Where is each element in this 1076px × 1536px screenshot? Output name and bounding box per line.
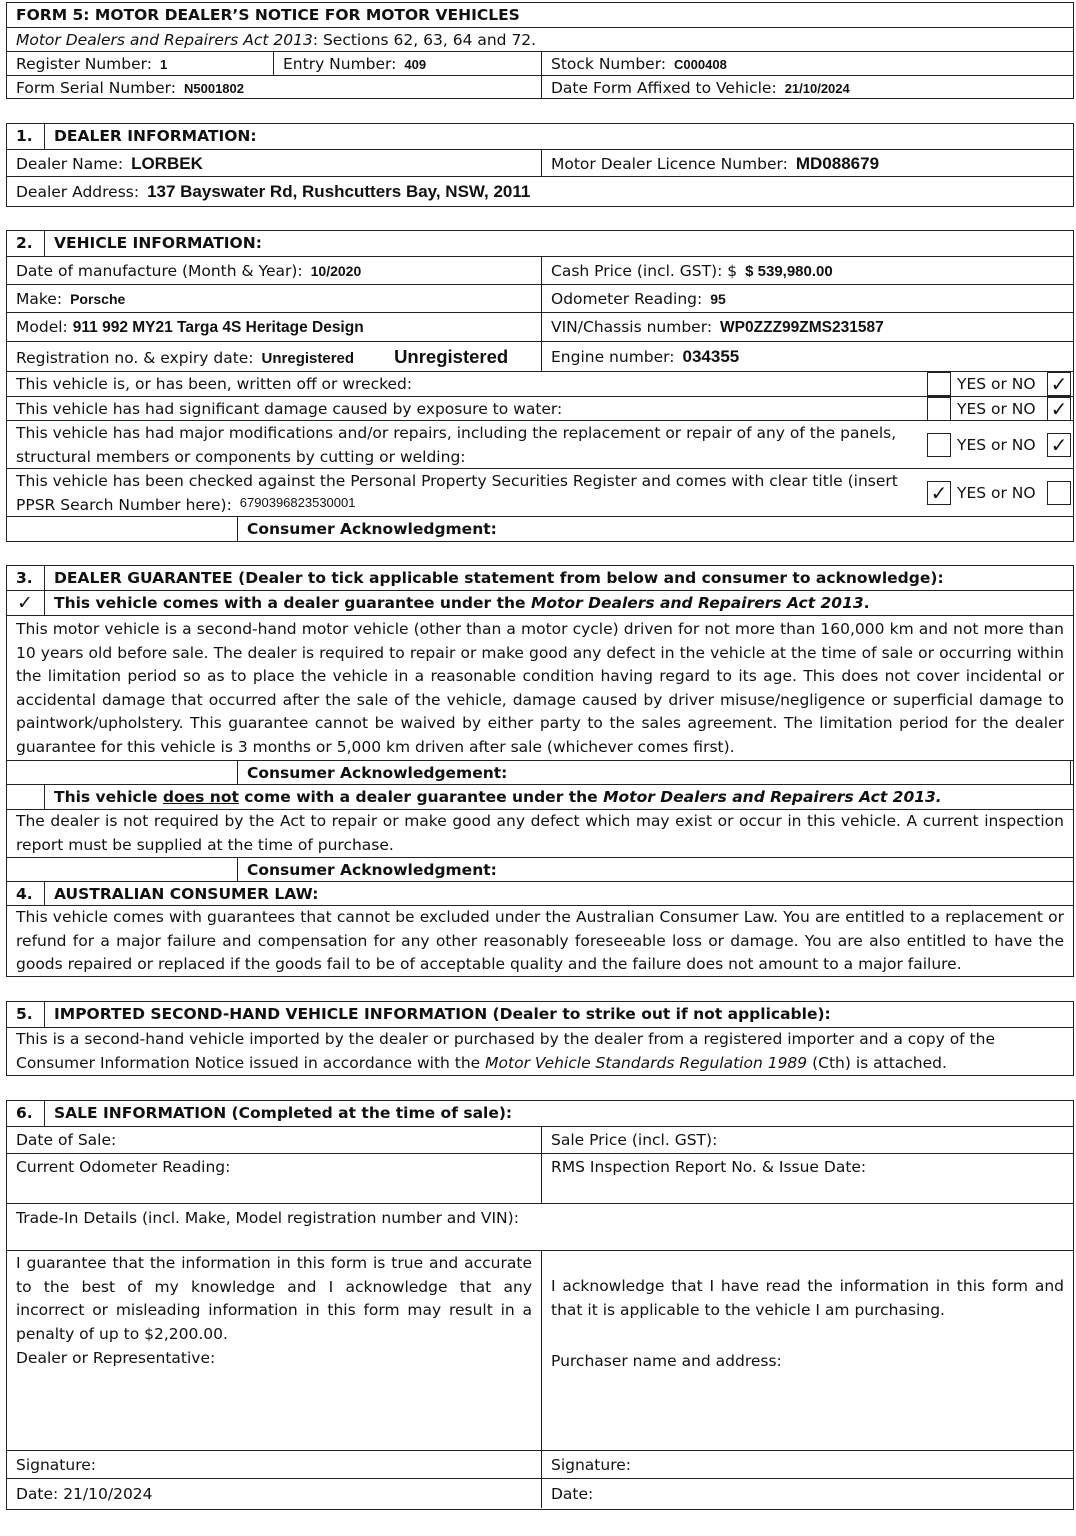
vehicle-heading-row <box>7 231 1073 256</box>
entry-number-label: Entry Number: <box>283 55 397 73</box>
section-imported-vehicle <box>6 1001 1074 1076</box>
dealer-licence-value: MD088679 <box>795 154 880 173</box>
ppsr-question-line-1: This vehicle has been checked against the Personal Property Securities Register and comes with clear title (insert <box>16 472 898 490</box>
vin-value: WP0ZZZ99ZMS231587 <box>720 319 884 336</box>
ppsr-row <box>7 468 1073 516</box>
guarantee-option-2-middle: come with a dealer guarantee under the <box>238 788 604 806</box>
section-number: 6. <box>7 1101 45 1126</box>
yes-or-no-label: YES or NO <box>957 436 1036 454</box>
dealer-name-label: Dealer Name: <box>16 155 124 173</box>
form-title-row <box>7 3 1073 27</box>
guarantee-option-1-label <box>45 591 870 615</box>
purchaser-date-field[interactable]: Date: <box>541 1479 1073 1508</box>
dealer-representative-field[interactable]: Dealer or Representative: <box>16 1349 216 1367</box>
guarantee-ack-1-row <box>7 760 1073 784</box>
ppsr-question <box>7 469 922 516</box>
make-value: Porsche <box>70 291 126 307</box>
sale-odometer-row <box>7 1153 1073 1203</box>
vehicle-ack-row <box>7 516 1073 541</box>
imported-heading-row <box>7 1002 1073 1027</box>
form-serial-label: Form Serial Number: <box>16 79 176 97</box>
section-vehicle-information <box>6 230 1074 542</box>
imported-text <box>16 1028 1064 1075</box>
dealer-date-field[interactable]: Date: 21/10/2024 <box>16 1485 153 1503</box>
registration-field[interactable] <box>7 342 541 371</box>
written-off-yes-checkbox[interactable] <box>927 372 951 396</box>
odometer-label: Odometer Reading: <box>551 290 703 308</box>
date-affixed-field[interactable] <box>541 76 1073 99</box>
odometer-field[interactable] <box>541 285 1073 312</box>
imported-text-row <box>7 1027 1073 1075</box>
guarantee-option-2-text-row <box>7 809 1073 857</box>
make-row <box>7 284 1073 312</box>
date-affixed-value: 21/10/2024 <box>784 81 850 96</box>
written-off-question: This vehicle is, or has been, written off or wrecked: <box>16 375 413 393</box>
rms-inspection-field[interactable]: RMS Inspection Report No. & Issue Date: <box>541 1154 1073 1203</box>
cash-price-label: Cash Price (incl. GST): $ <box>551 262 738 280</box>
purchaser-name-address-field[interactable]: Purchaser name and address: <box>551 1352 782 1370</box>
section-sale-information <box>6 1100 1074 1510</box>
guarantee-option-1-text: This motor vehicle is a second-hand motor vehicle (other than a motor cycle) driven for not more than 160,000 km and not more than 10 years old before sale. The dealer is required to repair or make good any defect in the vehicle at the time of sale or occurring within the limitation period so as to place the vehicle in a reasonable condition having regard to its age. This does not cover incidental or accidental damage that occurred after the sale of the vehicle, damage caused by driver misuse/negligence or superficial damage to paintwork/upholstery. This guarantee cannot be waived by either party to the sales agreement. The limitation period for the dealer guarantee for this vehicle is 3 months or 5,000 km driven after sale (whichever comes first). <box>16 620 1064 756</box>
registration-row <box>7 341 1073 371</box>
guarantee-option-2-underline: does not <box>162 788 239 806</box>
section-heading: VEHICLE INFORMATION: <box>54 234 262 252</box>
model-value: 911 992 MY21 Targa 4S Heritage Design <box>72 319 364 336</box>
guarantee-option-2-checkbox[interactable] <box>7 785 45 809</box>
section-heading: DEALER INFORMATION: <box>54 127 257 145</box>
dealer-name-row <box>7 149 1073 176</box>
model-row <box>7 312 1073 341</box>
modifications-yes-checkbox[interactable] <box>927 433 951 457</box>
ppsr-yes-checkbox[interactable]: ✓ <box>927 481 951 505</box>
modifications-question-line-1: This vehicle has had major modifications and/or repairs, including the replacement or repair of any of the panels, <box>16 424 897 442</box>
water-damage-question: This vehicle has had significant damage caused by exposure to water: <box>16 400 563 418</box>
section-heading: IMPORTED SECOND-HAND VEHICLE INFORMATION (Dealer to strike out if not applicable): <box>54 1005 831 1023</box>
stock-number-value: C000408 <box>674 57 727 72</box>
guarantee-option-2-label <box>45 785 942 809</box>
imported-text-part-1: This is a second-hand vehicle imported by the dealer or purchased by the dealer from a registered importer and a copy of the Consumer Information Notice issued in accordance with the <box>16 1030 995 1072</box>
acl-text-row <box>7 905 1073 976</box>
acl-heading-row <box>7 881 1073 905</box>
section-dealer-guarantee <box>6 565 1074 977</box>
make-label: Make: <box>16 290 63 308</box>
dealer-name-field[interactable] <box>7 150 541 176</box>
section-number: 1. <box>7 124 45 149</box>
odometer-value: 95 <box>710 291 726 307</box>
guarantee-option-2-prefix: This vehicle <box>54 788 163 806</box>
water-damage-no-checkbox[interactable]: ✓ <box>1047 397 1071 421</box>
register-number-value: 1 <box>159 57 168 72</box>
section-heading: AUSTRALIAN CONSUMER LAW: <box>54 885 319 903</box>
guarantee-heading-row <box>7 566 1073 590</box>
modifications-row <box>7 420 1073 468</box>
act-sections: : Sections 62, 63, 64 and 72. <box>312 31 537 49</box>
date-affixed-label: Date Form Affixed to Vehicle: <box>551 79 777 97</box>
cash-price-field[interactable] <box>541 257 1073 284</box>
registration-value: Unregistered <box>261 350 355 367</box>
consumer-acknowledgment-field[interactable]: Consumer Acknowledgment: <box>237 858 1073 881</box>
vin-label: VIN/Chassis number: <box>551 318 713 336</box>
guarantee-option-1-row <box>7 590 1073 615</box>
trade-in-row <box>7 1203 1073 1250</box>
water-damage-yes-checkbox[interactable] <box>927 397 951 421</box>
manufacture-date-field[interactable] <box>7 257 541 284</box>
act-reference <box>7 28 1073 51</box>
section-heading: SALE INFORMATION (Completed at the time of sale): <box>54 1104 513 1122</box>
purchaser-statement: I acknowledge that I have read the information in this form and that it is applicable to the vehicle I am purchasing. <box>551 1277 1064 1319</box>
entry-number-field[interactable] <box>273 52 541 75</box>
signature-row <box>7 1450 1073 1478</box>
act-name: Motor Dealers and Repairers Act 2013 <box>16 31 313 49</box>
stock-number-label: Stock Number: <box>551 55 667 73</box>
modifications-question <box>7 421 922 468</box>
section-dealer-information <box>6 123 1074 207</box>
guarantee-option-1-prefix: This vehicle comes with a dealer guarantee under the <box>54 594 531 612</box>
guarantee-option-2-row <box>7 784 1073 809</box>
dealer-signature-field[interactable]: Signature: <box>16 1456 96 1474</box>
engine-number-value: 034355 <box>682 347 740 366</box>
water-damage-row <box>7 396 1073 420</box>
purchaser-declaration <box>541 1251 1073 1450</box>
cash-price-value: $ 539,980.00 <box>745 263 833 280</box>
section-number: 5. <box>7 1002 45 1027</box>
yes-or-no-label: YES or NO <box>957 484 1036 502</box>
entry-number-value: 409 <box>404 57 427 72</box>
section-number: 3. <box>7 566 45 590</box>
sale-heading-row <box>7 1101 1073 1126</box>
guarantee-option-2-act: Motor Dealers and Repairers Act 2013. <box>603 788 942 806</box>
dealer-name-value: LORBEK <box>131 154 203 173</box>
guarantee-ack-2-row <box>7 857 1073 881</box>
dealer-statement: I guarantee that the information in this form is true and accurate to the best of my knowledge and I acknowledge that any incorrect or misleading information in this form may result in a penalty of up to $2,200.00. <box>16 1254 532 1343</box>
consumer-acknowledgment-field[interactable]: Consumer Acknowledgment: <box>237 517 1073 541</box>
current-odometer-field[interactable]: Current Odometer Reading: <box>16 1158 231 1176</box>
written-off-no-checkbox[interactable]: ✓ <box>1047 372 1071 396</box>
acl-text: This vehicle comes with guarantees that cannot be excluded under the Australian Consumer Law. You are entitled to a replacement or refund for a major failure and compensation for any other reasonably foreseeable loss or damage. You are also entitled to have the goods repaired or replaced if the goods fail to be of acceptable quality and the failure does not amount to a major failure. <box>16 908 1064 973</box>
dealer-address-label: Dealer Address: <box>16 183 140 201</box>
dealer-licence-label: Motor Dealer Licence Number: <box>551 155 788 173</box>
declarations-row <box>7 1250 1073 1450</box>
sale-date-row <box>7 1126 1073 1153</box>
make-field[interactable] <box>7 285 541 312</box>
dealer-address-value: 137 Bayswater Rd, Rushcutters Bay, NSW, 2011 <box>147 182 531 201</box>
dealer-address-row <box>7 176 1073 206</box>
yes-or-no-label: YES or NO <box>957 375 1036 393</box>
purchaser-signature-field[interactable]: Signature: <box>541 1451 1073 1478</box>
section-number: 4. <box>7 882 45 905</box>
vin-field[interactable] <box>541 313 1073 341</box>
registration-label: Registration no. & expiry date: <box>16 349 254 367</box>
engine-number-field[interactable] <box>541 342 1073 371</box>
trade-in-field[interactable]: Trade-In Details (incl. Make, Model registration number and VIN): <box>16 1209 519 1227</box>
register-number-label: Register Number: <box>16 55 152 73</box>
form-serial-value: N5001802 <box>183 81 244 96</box>
model-field[interactable] <box>7 313 541 341</box>
form-title: FORM 5: MOTOR DEALER’S NOTICE FOR MOTOR VEHICLES <box>16 6 520 24</box>
register-row <box>7 51 1073 75</box>
ppsr-question-line-2 <box>16 493 922 516</box>
dealer-licence-field[interactable] <box>541 150 1073 176</box>
guarantee-option-1-text-row <box>7 615 1073 760</box>
form-header <box>6 2 1074 99</box>
date-of-sale-field[interactable]: Date of Sale: <box>16 1131 117 1149</box>
guarantee-option-1-act: Motor Dealers and Repairers Act 2013 <box>530 594 864 612</box>
sale-price-field[interactable]: Sale Price (incl. GST): <box>541 1127 1073 1153</box>
dealer-address-field[interactable] <box>7 177 1073 206</box>
manufacture-date-value: 10/2020 <box>310 263 362 279</box>
serial-row <box>7 75 1073 99</box>
ppsr-search-number: 6790396823530001 <box>239 495 356 510</box>
ppsr-question-line-2-text: PPSR Search Number here): <box>16 496 232 514</box>
guarantee-option-1-checkbox[interactable]: ✓ <box>7 591 45 615</box>
engine-number-label: Engine number: <box>551 348 675 366</box>
dealer-heading-row <box>7 124 1073 149</box>
guarantee-option-2-text: The dealer is not required by the Act to repair or make good any defect which may exist or occur in this vehicle. A current inspection report must be supplied at the time of purchase. <box>16 812 1064 854</box>
guarantee-option-1-suffix: . <box>863 594 870 612</box>
manufacture-row <box>7 256 1073 284</box>
form-serial-field[interactable] <box>7 76 541 99</box>
written-off-row <box>7 371 1073 396</box>
manufacture-date-label: Date of manufacture (Month & Year): <box>16 262 303 280</box>
imported-regulation: Motor Vehicle Standards Regulation 1989 <box>485 1053 808 1072</box>
modifications-question-line-2: structural members or components by cutting or welding: <box>16 448 466 466</box>
act-row <box>7 27 1073 51</box>
consumer-acknowledgement-field[interactable]: Consumer Acknowledgement: <box>237 761 1071 784</box>
ppsr-no-checkbox[interactable] <box>1047 481 1071 505</box>
imported-text-part-2: (Cth) is attached. <box>807 1053 947 1072</box>
register-number-field[interactable] <box>7 52 273 75</box>
section-number: 2. <box>7 231 45 256</box>
registration-value-overlay: Unregistered <box>394 346 509 367</box>
section-heading: DEALER GUARANTEE (Dealer to tick applicable statement from below and consumer to acknowledge): <box>54 569 944 587</box>
dealer-declaration <box>7 1251 541 1450</box>
modifications-no-checkbox[interactable]: ✓ <box>1047 433 1071 457</box>
yes-or-no-label: YES or NO <box>957 400 1036 418</box>
model-label: Model: <box>16 318 68 336</box>
stock-number-field[interactable] <box>541 52 1073 75</box>
date-row <box>7 1478 1073 1508</box>
